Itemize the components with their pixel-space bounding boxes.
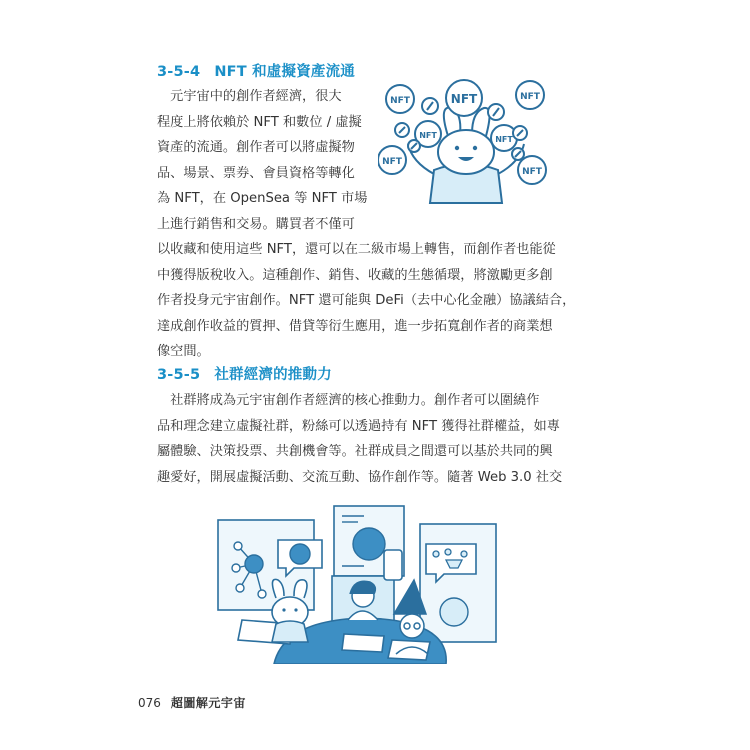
nft-badge-label: NFT [450,92,478,106]
paragraph-line: 元宇宙中的創作者經濟，很大 [157,89,342,104]
paragraph-line: 品、場景、票券、會員資格等轉化 [157,165,355,181]
paragraph-line: 以收藏和使用這些 NFT，還可以在二級市場上轉售，而創作者也能從 [157,242,556,257]
paragraph-line: 資產的流通。創作者可以將虛擬物 [157,140,355,155]
paragraph-line: 上進行銷售和交易。購買者不僅可 [157,216,355,232]
paragraph-line: 趣愛好，開展虛擬活動、交流互動、協作創作等。隨著 Web 3.0 社交 [157,469,563,485]
virtual-community-meeting-illustration [214,502,500,664]
section-heading-3-5-4 [157,60,355,81]
nft-badge-label: NFT [390,96,410,106]
paragraph-line: 像空間。 [157,344,210,359]
paragraph-line: 為 NFT，在 OpenSea 等 NFT 市場 [157,191,368,206]
page-footer [138,694,246,711]
section-title: NFT 和虛擬資產流通 [214,64,355,80]
nft-badge-label: NFT [522,167,542,177]
section-heading-3-5-5 [157,363,332,384]
paragraph-line: 達成創作收益的質押、借貸等衍生應用，進一步拓寬創作者的商業想 [157,318,553,334]
page-number: 076 [138,696,161,710]
nft-badge-label: NFT [520,92,540,102]
paragraph-line: 作者投身元宇宙創作。NFT 還可能與 DeFi（去中心化金融）協議結合， [157,293,576,308]
section-title: 社群經濟的推動力 [214,367,332,383]
section-number: 3-5-4 [157,64,201,80]
paragraph-line: 程度上將依賴於 NFT 和數位 / 虛擬 [157,114,362,130]
section-3-5-5-paragraph [157,388,562,490]
paragraph-line: 屬體驗、決策投票、共創機會等。社群成員之間還可以基於共同的興 [157,444,553,459]
book-title: 超圖解元宇宙 [170,696,246,710]
paragraph-line: 中獲得版稅收入。這種創作、銷售、收藏的生態循環，將激勵更多創 [157,267,553,283]
section-number: 3-5-5 [157,367,201,383]
nft-mascot-illustration [378,78,554,208]
nft-badge-label: NFT [419,131,437,140]
paragraph-line: 品和理念建立虛擬社群，粉絲可以透過持有 NFT 獲得社群權益，如專 [157,418,560,434]
nft-badge-label: NFT [495,135,513,144]
nft-badge-label: NFT [382,157,402,167]
paragraph-line: 社群將成為元宇宙創作者經濟的核心推動力。創作者可以圍繞作 [157,393,540,408]
